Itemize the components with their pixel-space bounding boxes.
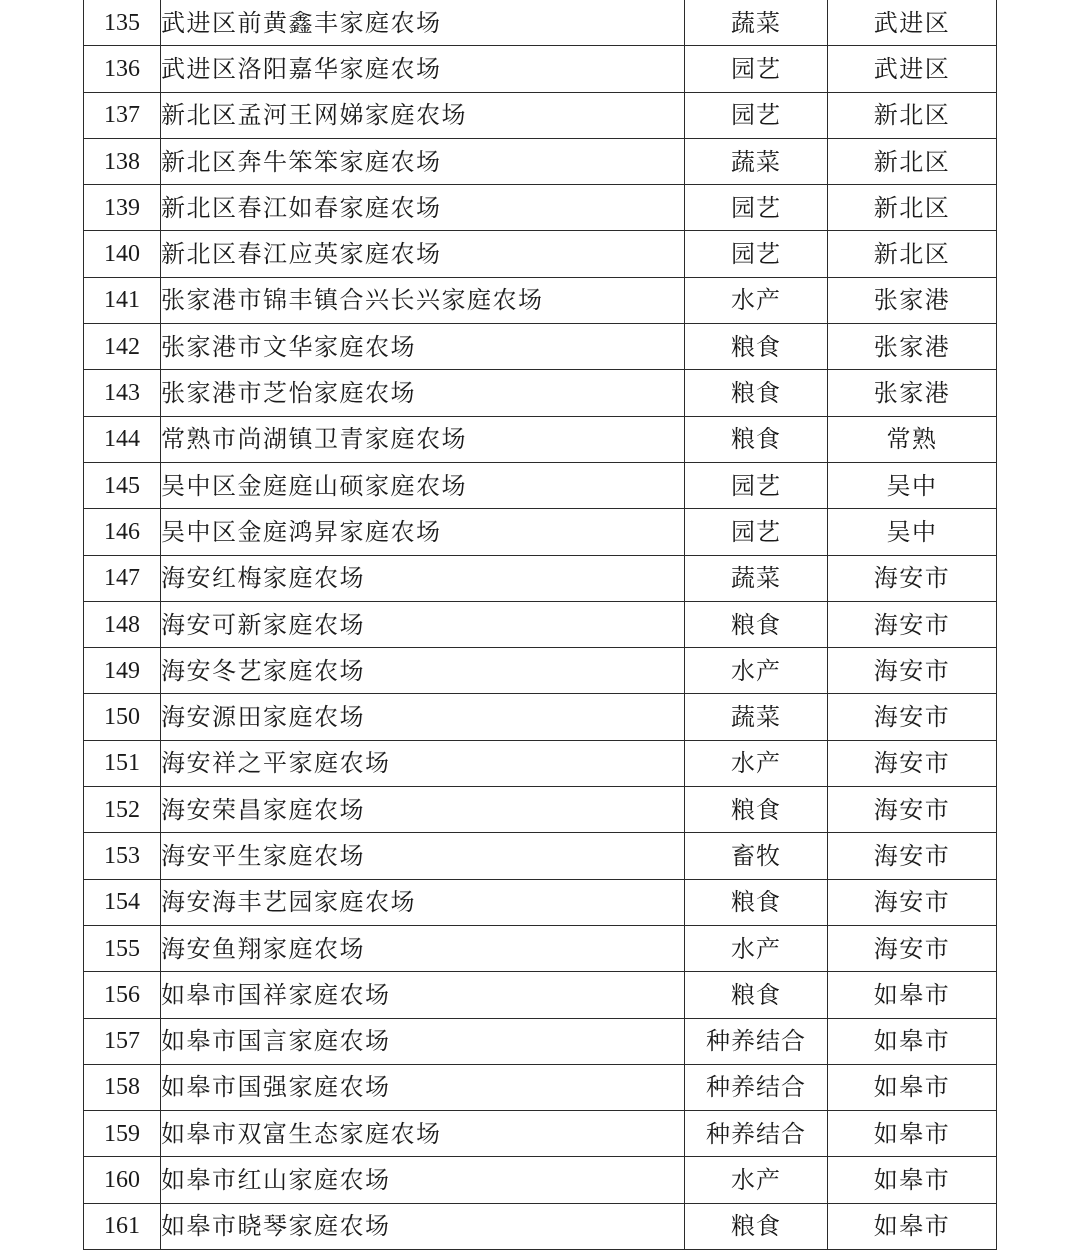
table-row — [84, 92, 997, 138]
farm-name-cell: 张家港市文华家庭农场 — [161, 324, 685, 370]
row-number-cell: 160 — [84, 1157, 161, 1203]
table-row — [84, 648, 997, 694]
row-number-cell: 154 — [84, 879, 161, 925]
table-row — [84, 509, 997, 555]
table-row — [84, 1018, 997, 1064]
row-number-cell: 144 — [84, 416, 161, 462]
farm-type-cell: 水产 — [685, 925, 828, 971]
region-cell: 海安市 — [828, 694, 997, 740]
row-number-cell: 149 — [84, 648, 161, 694]
row-number-cell: 139 — [84, 185, 161, 231]
row-number-cell: 138 — [84, 138, 161, 184]
farm-name-cell: 武进区前黄鑫丰家庭农场 — [161, 0, 685, 46]
farm-type-cell: 水产 — [685, 277, 828, 323]
farm-type-cell: 园艺 — [685, 185, 828, 231]
region-cell: 如皋市 — [828, 1111, 997, 1157]
table-row — [84, 879, 997, 925]
table-row — [84, 462, 997, 508]
region-cell: 新北区 — [828, 231, 997, 277]
farm-type-cell: 园艺 — [685, 509, 828, 555]
farm-name-cell: 如皋市国言家庭农场 — [161, 1018, 685, 1064]
region-cell: 如皋市 — [828, 1018, 997, 1064]
region-cell: 如皋市 — [828, 1203, 997, 1249]
row-number-cell: 142 — [84, 324, 161, 370]
farm-name-cell: 吴中区金庭鸿昇家庭农场 — [161, 509, 685, 555]
table-row — [84, 1157, 997, 1203]
table-row — [84, 416, 997, 462]
farm-name-cell: 海安冬艺家庭农场 — [161, 648, 685, 694]
row-number-cell: 153 — [84, 833, 161, 879]
row-number-cell: 152 — [84, 787, 161, 833]
row-number-cell: 135 — [84, 0, 161, 46]
region-cell: 武进区 — [828, 46, 997, 92]
row-number-cell: 150 — [84, 694, 161, 740]
region-cell: 如皋市 — [828, 1157, 997, 1203]
farm-table-body — [84, 0, 997, 1250]
region-cell: 吴中 — [828, 509, 997, 555]
farm-name-cell: 海安海丰艺园家庭农场 — [161, 879, 685, 925]
farm-type-cell: 种养结合 — [685, 1018, 828, 1064]
table-row — [84, 277, 997, 323]
row-number-cell: 158 — [84, 1064, 161, 1110]
farm-type-cell: 种养结合 — [685, 1064, 828, 1110]
farm-name-cell: 张家港市芝怡家庭农场 — [161, 370, 685, 416]
row-number-cell: 143 — [84, 370, 161, 416]
region-cell: 张家港 — [828, 324, 997, 370]
table-row — [84, 185, 997, 231]
farm-name-cell: 海安源田家庭农场 — [161, 694, 685, 740]
table-row — [84, 324, 997, 370]
farm-type-cell: 粮食 — [685, 370, 828, 416]
table-row — [84, 925, 997, 971]
region-cell: 新北区 — [828, 92, 997, 138]
region-cell: 新北区 — [828, 138, 997, 184]
region-cell: 张家港 — [828, 370, 997, 416]
table-row — [84, 370, 997, 416]
farm-name-cell: 张家港市锦丰镇合兴长兴家庭农场 — [161, 277, 685, 323]
row-number-cell: 159 — [84, 1111, 161, 1157]
row-number-cell: 145 — [84, 462, 161, 508]
farm-type-cell: 畜牧 — [685, 833, 828, 879]
farm-name-cell: 武进区洛阳嘉华家庭农场 — [161, 46, 685, 92]
row-number-cell: 155 — [84, 925, 161, 971]
farm-type-cell: 园艺 — [685, 46, 828, 92]
farm-name-cell: 海安可新家庭农场 — [161, 601, 685, 647]
table-row — [84, 555, 997, 601]
farm-name-cell: 海安平生家庭农场 — [161, 833, 685, 879]
region-cell: 海安市 — [828, 879, 997, 925]
row-number-cell: 156 — [84, 972, 161, 1018]
table-row — [84, 694, 997, 740]
region-cell: 海安市 — [828, 648, 997, 694]
region-cell: 海安市 — [828, 555, 997, 601]
farm-name-cell: 海安红梅家庭农场 — [161, 555, 685, 601]
row-number-cell: 151 — [84, 740, 161, 786]
row-number-cell: 140 — [84, 231, 161, 277]
region-cell: 海安市 — [828, 601, 997, 647]
farm-type-cell: 粮食 — [685, 879, 828, 925]
region-cell: 新北区 — [828, 185, 997, 231]
farm-type-cell: 水产 — [685, 1157, 828, 1203]
row-number-cell: 137 — [84, 92, 161, 138]
region-cell: 张家港 — [828, 277, 997, 323]
table-row — [84, 972, 997, 1018]
farm-name-cell: 海安荣昌家庭农场 — [161, 787, 685, 833]
family-farm-table — [83, 0, 997, 1250]
farm-type-cell: 园艺 — [685, 462, 828, 508]
farm-type-cell: 种养结合 — [685, 1111, 828, 1157]
table-row — [84, 1111, 997, 1157]
farm-name-cell: 如皋市晓琴家庭农场 — [161, 1203, 685, 1249]
row-number-cell: 146 — [84, 509, 161, 555]
row-number-cell: 136 — [84, 46, 161, 92]
farm-type-cell: 蔬菜 — [685, 138, 828, 184]
farm-type-cell: 粮食 — [685, 972, 828, 1018]
region-cell: 武进区 — [828, 0, 997, 46]
region-cell: 如皋市 — [828, 1064, 997, 1110]
farm-type-cell: 粮食 — [685, 787, 828, 833]
farm-type-cell: 园艺 — [685, 92, 828, 138]
farm-type-cell: 蔬菜 — [685, 555, 828, 601]
farm-name-cell: 新北区春江应英家庭农场 — [161, 231, 685, 277]
region-cell: 海安市 — [828, 740, 997, 786]
farm-type-cell: 蔬菜 — [685, 694, 828, 740]
table-row — [84, 138, 997, 184]
farm-name-cell: 常熟市尚湖镇卫青家庭农场 — [161, 416, 685, 462]
table-row — [84, 1203, 997, 1249]
farm-type-cell: 水产 — [685, 740, 828, 786]
table-row — [84, 1064, 997, 1110]
farm-name-cell: 如皋市双富生态家庭农场 — [161, 1111, 685, 1157]
farm-name-cell: 如皋市国强家庭农场 — [161, 1064, 685, 1110]
row-number-cell: 157 — [84, 1018, 161, 1064]
farm-type-cell: 粮食 — [685, 324, 828, 370]
row-number-cell: 148 — [84, 601, 161, 647]
region-cell: 海安市 — [828, 787, 997, 833]
table-row — [84, 787, 997, 833]
table-row — [84, 0, 997, 46]
table-row — [84, 231, 997, 277]
farm-name-cell: 海安鱼翔家庭农场 — [161, 925, 685, 971]
farm-type-cell: 粮食 — [685, 601, 828, 647]
farm-name-cell: 新北区春江如春家庭农场 — [161, 185, 685, 231]
region-cell: 常熟 — [828, 416, 997, 462]
region-cell: 海安市 — [828, 833, 997, 879]
region-cell: 海安市 — [828, 925, 997, 971]
row-number-cell: 141 — [84, 277, 161, 323]
farm-name-cell: 如皋市红山家庭农场 — [161, 1157, 685, 1203]
farm-name-cell: 如皋市国祥家庭农场 — [161, 972, 685, 1018]
table-row — [84, 601, 997, 647]
farm-type-cell: 蔬菜 — [685, 0, 828, 46]
table-row — [84, 740, 997, 786]
farm-type-cell: 粮食 — [685, 416, 828, 462]
table-row — [84, 46, 997, 92]
farm-type-cell: 园艺 — [685, 231, 828, 277]
farm-name-cell: 吴中区金庭庭山硕家庭农场 — [161, 462, 685, 508]
region-cell: 如皋市 — [828, 972, 997, 1018]
row-number-cell: 161 — [84, 1203, 161, 1249]
region-cell: 吴中 — [828, 462, 997, 508]
farm-type-cell: 粮食 — [685, 1203, 828, 1249]
table-row — [84, 833, 997, 879]
farm-name-cell: 新北区奔牛笨笨家庭农场 — [161, 138, 685, 184]
farm-type-cell: 水产 — [685, 648, 828, 694]
farm-name-cell: 海安祥之平家庭农场 — [161, 740, 685, 786]
row-number-cell: 147 — [84, 555, 161, 601]
farm-name-cell: 新北区孟河王网娣家庭农场 — [161, 92, 685, 138]
